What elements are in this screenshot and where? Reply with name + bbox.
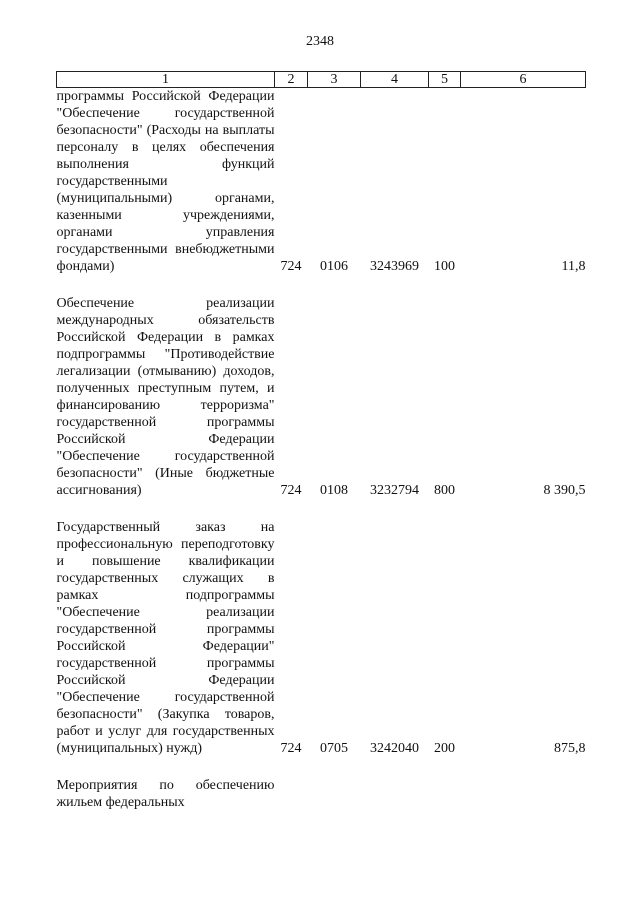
budget-table — [56, 71, 586, 811]
column-header-5: 5 — [429, 72, 461, 88]
row-amount: 11,8 — [561, 259, 586, 274]
row-spacer — [57, 757, 586, 777]
row-description: Обеспечение реализации международных обязательств Российской Федерации в рамках подпрограммы "Противодействие легализации (отмыванию) доходов, полученных преступным путем, и финансированию терроризма" государственной программы Российской Федерации "Обеспечение государственной безопасности" (Иные бюджетные ассигнования) — [56, 296, 275, 498]
row-amount: 8 390,5 — [543, 483, 586, 498]
row-expense-type: 100 — [434, 259, 455, 274]
row-spacer — [57, 275, 586, 295]
column-header-3: 3 — [308, 72, 361, 88]
row-expense-type: 800 — [434, 483, 455, 498]
row-section-code — [308, 777, 361, 811]
row-ministry-code — [275, 777, 308, 811]
row-spacer — [57, 499, 586, 519]
row-target-code: 3243969 — [370, 259, 419, 274]
row-section-code: 0108 — [320, 483, 348, 498]
row-expense-type — [429, 777, 461, 811]
column-header-6: 6 — [461, 72, 586, 88]
table-row — [57, 519, 586, 757]
row-ministry-code: 724 — [280, 259, 302, 274]
row-description: Мероприятия по обеспечению жильем федеральных — [56, 778, 275, 810]
table-header-row — [57, 72, 586, 88]
column-header-2: 2 — [275, 72, 308, 88]
row-section-code: 0106 — [320, 259, 348, 274]
row-section-code: 0705 — [320, 741, 348, 756]
row-ministry-code: 724 — [280, 741, 302, 756]
row-description: программы Российской Федерации "Обеспечение государственной безопасности" (Расходы на выплаты персоналу в целях обеспечения выполнения функций государственными (муниципальными) органами, казенными учреждениями, органами управления государственными внебюджетными фондами) — [56, 89, 275, 274]
row-expense-type: 200 — [434, 741, 455, 756]
page-number: 2348 — [306, 34, 334, 49]
row-target-code — [361, 777, 429, 811]
row-target-code: 3242040 — [370, 741, 419, 756]
table-row — [57, 777, 586, 811]
row-target-code: 3232794 — [370, 483, 419, 498]
row-amount: 875,8 — [554, 741, 586, 756]
column-header-4: 4 — [361, 72, 429, 88]
row-description: Государственный заказ на профессиональную переподготовку и повышение квалификации государственных служащих в рамках подпрограммы "Обеспечение реализации государственной программы Российской Федерации" государственной программы Российской Федерации "Обеспечение государственной безопасности" (Закупка товаров, работ и услуг для государственных (муниципальных) нужд) — [56, 520, 275, 756]
table-row — [57, 88, 586, 276]
row-ministry-code: 724 — [280, 483, 302, 498]
table-row — [57, 295, 586, 499]
column-header-1: 1 — [57, 72, 275, 88]
row-amount — [461, 777, 586, 811]
